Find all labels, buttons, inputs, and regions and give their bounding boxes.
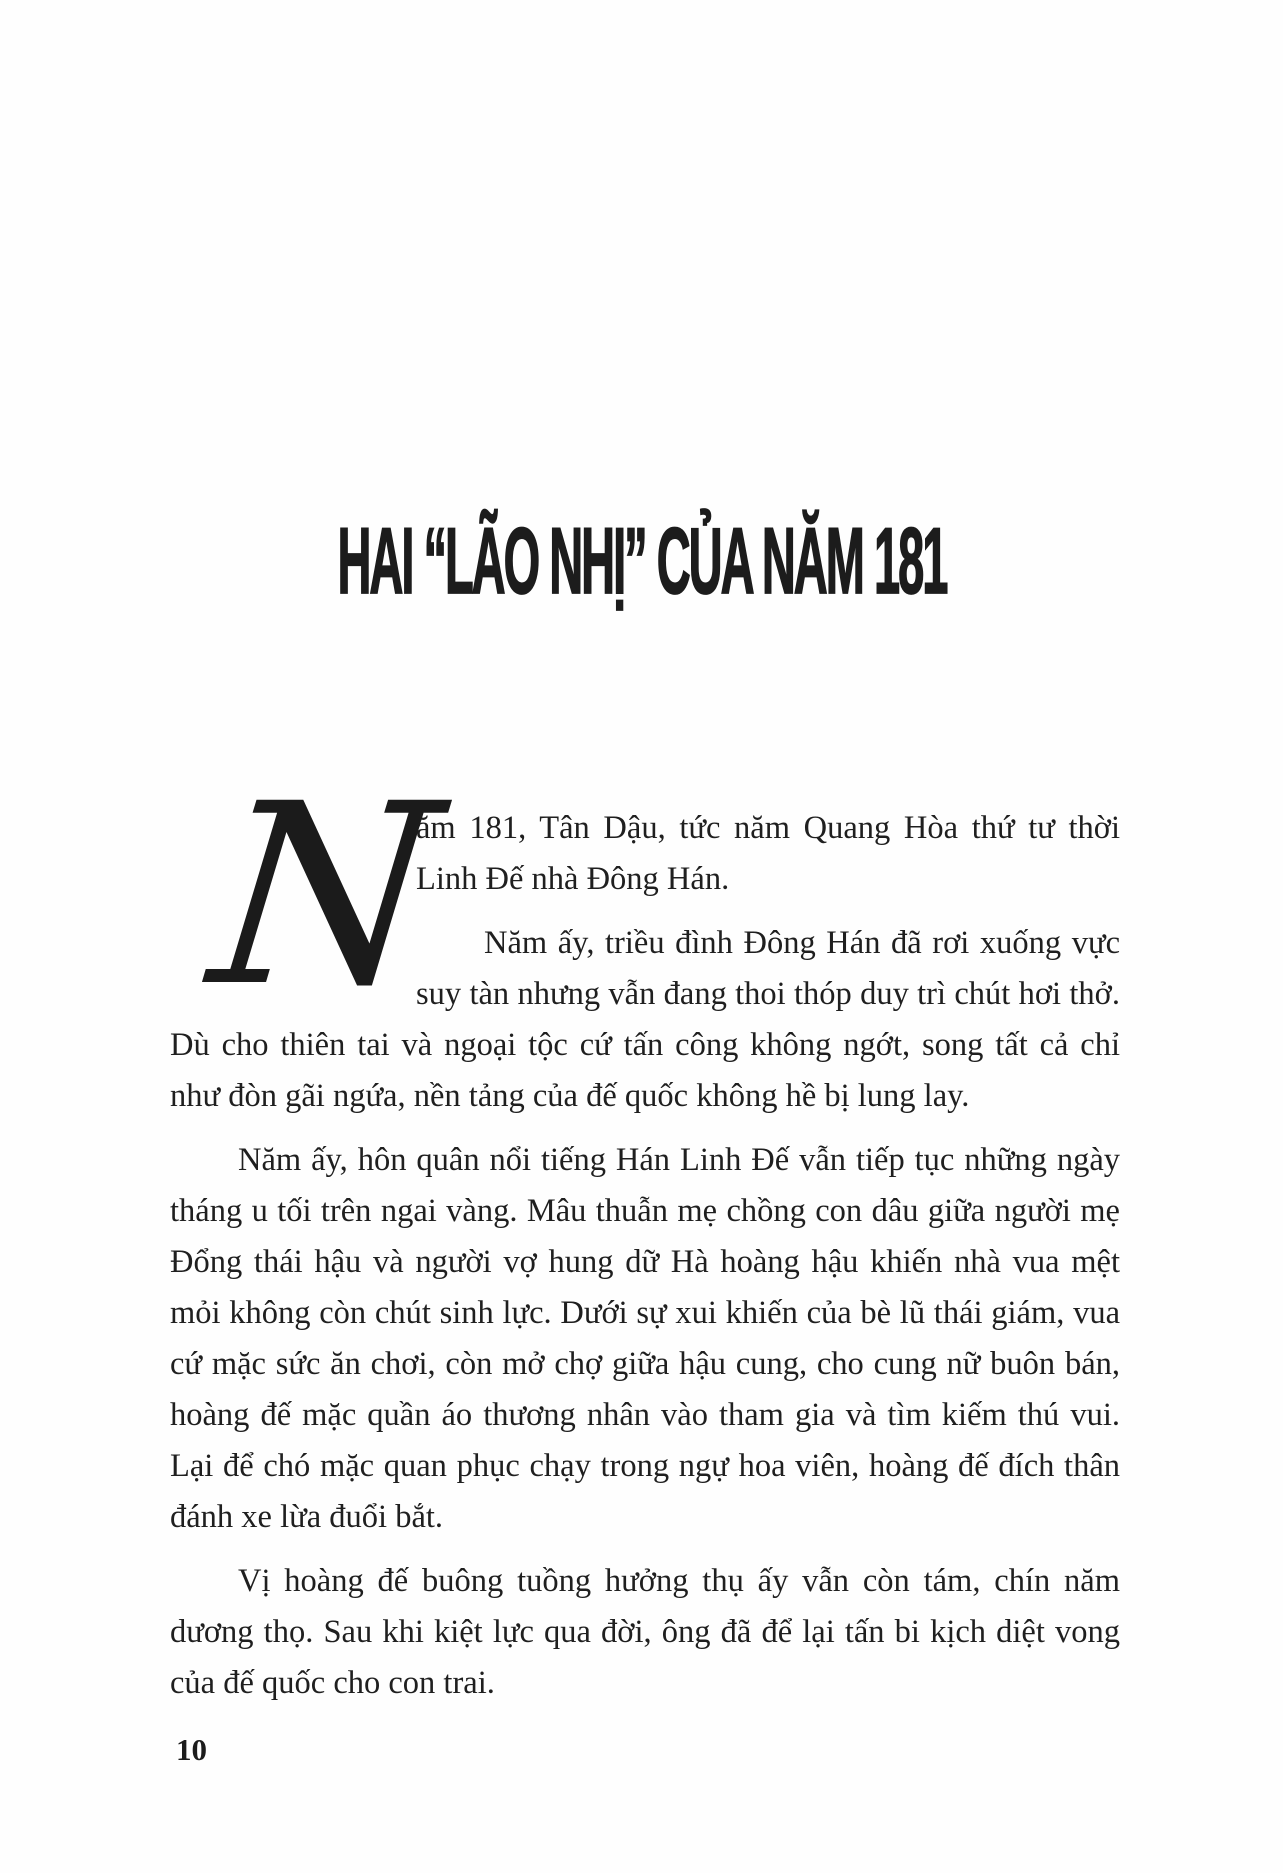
chapter-title: [0, 508, 1283, 613]
paragraph: Năm ấy, hôn quân nổi tiếng Hán Linh Đế vẫn tiếp tục những ngày tháng u tối trên ngai vàng. Mâu thuẫn mẹ chồng con dâu giữa người mẹ Đổng thái hậu và người vợ hung dữ Hà hoàng hậu khiến nhà vua mệt mỏi không còn chút sinh lực. Dưới sự xui khiến của bè lũ thái giám, vua cứ mặc sức ăn chơi, còn mở chợ giữa hậu cung, cho cung nữ buôn bán, hoàng đế mặc quần áo thương nhân vào tham gia và tìm kiếm thú vui. Lại để chó mặc quan phục chạy trong ngự hoa viên, hoàng đế đích thân đánh xe lừa đuổi bắt.: [170, 1142, 1120, 1535]
drop-cap-letter: N: [200, 750, 451, 1041]
page-number: 10: [176, 1732, 207, 1767]
paragraph: Vị hoàng đế buông tuồng hưởng thụ ấy vẫn còn tám, chín năm dương thọ. Sau khi kiệt lực qua đời, ông đã để lại tấn bi kịch diệt vong của đế quốc cho con trai.: [170, 1563, 1120, 1701]
drop-cap: [170, 750, 451, 1041]
paragraph: Năm ấy, triều đình Đông Hán đã rơi xuống vực suy tàn nhưng vẫn đang thoi thóp duy trì chút hơi thở. Dù cho thiên tai và ngoại tộc cứ tấn công không ngớt, song tất cả chỉ như đòn gãi ngứa, nền tảng của đế quốc không hề bị lung lay.: [170, 925, 1120, 1114]
paragraph-text: ăm 181, Tân Dậu, tức năm Quang Hòa thứ tư thời Linh Đế nhà Đông Hán.: [416, 810, 1120, 897]
chapter-title-text: HAI “LÃO NHỊ” CỦA NĂM 181: [337, 508, 946, 613]
body-text: [170, 750, 1120, 1722]
